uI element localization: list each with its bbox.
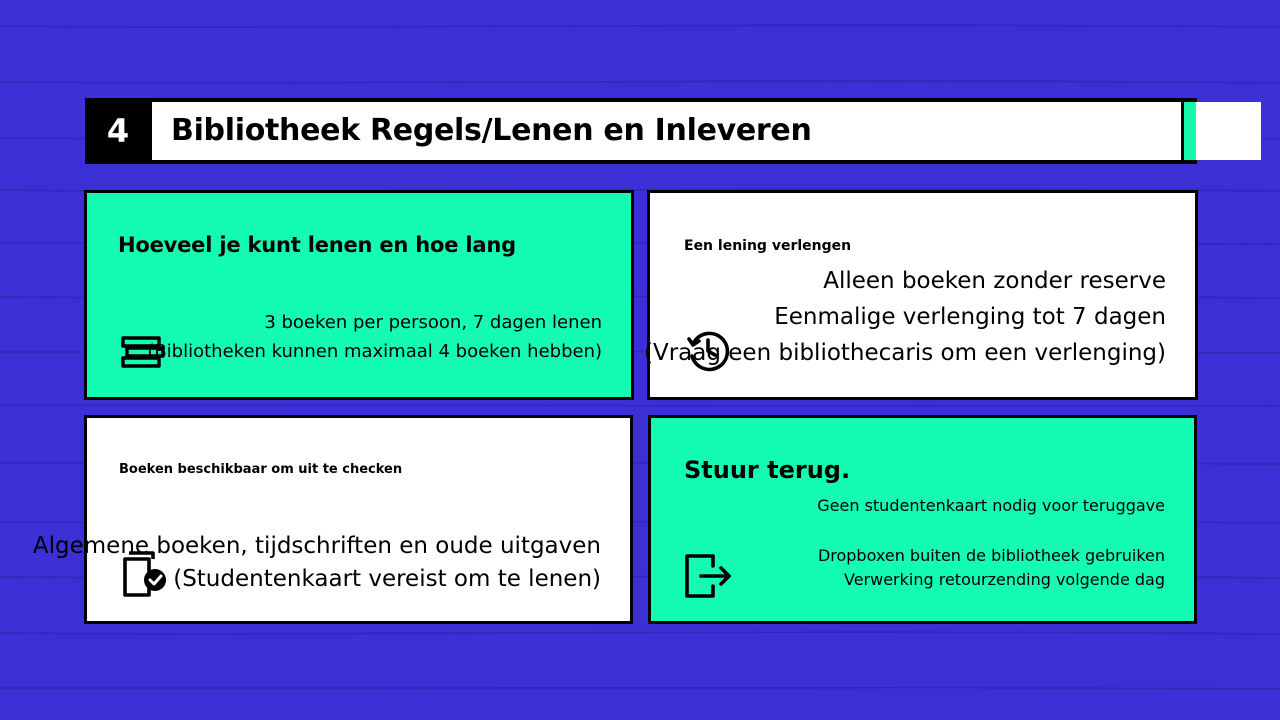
slide-number: 4: [106, 112, 130, 150]
card-line: Eenmalige verlenging tot 7 dagen: [774, 304, 1166, 330]
books-stack-icon: [120, 336, 168, 370]
clock-history-icon: [685, 328, 731, 374]
card-return: [648, 415, 1197, 624]
return-arrow-icon: [683, 552, 735, 600]
card-heading: Hoeveel je kunt lenen en hoe lang: [118, 233, 516, 257]
card-loan-limits: [84, 190, 634, 400]
card-line: 3 boeken per persoon, 7 dagen lenen: [264, 312, 602, 333]
card-line: Geen studentenkaart nodig voor teruggave: [817, 496, 1165, 515]
title-bar: [85, 98, 1197, 164]
card-line: (Bibliotheken kunnen maximaal 4 boeken hebben): [147, 341, 602, 362]
page-title: Bibliotheek Regels/Lenen en Inleveren: [171, 113, 812, 148]
card-line: Algemene boeken, tijdschriften en oude uitgaven: [32, 533, 601, 559]
card-line: (Vraag een bibliothecaris om een verlenging): [644, 340, 1166, 366]
card-line: Dropboxen buiten de bibliotheek gebruiken: [817, 546, 1165, 565]
card-extend-loan: [644, 190, 1198, 400]
card-heading: Stuur terug.: [684, 456, 851, 484]
title-accent-stripe: [1181, 102, 1196, 160]
document-check-icon: [119, 549, 171, 601]
card-line: Verwerking retourzending volgende dag: [844, 570, 1165, 589]
title-box: [152, 102, 1261, 160]
card-line: Alleen boeken zonder reserve: [823, 268, 1166, 294]
card-heading: Boeken beschikbaar om uit te checken: [119, 462, 403, 477]
card-heading: Een lening verlengen: [684, 238, 852, 254]
card-available-books: [32, 415, 633, 624]
card-line: (Studentenkaart vereist om te lenen): [173, 566, 601, 592]
